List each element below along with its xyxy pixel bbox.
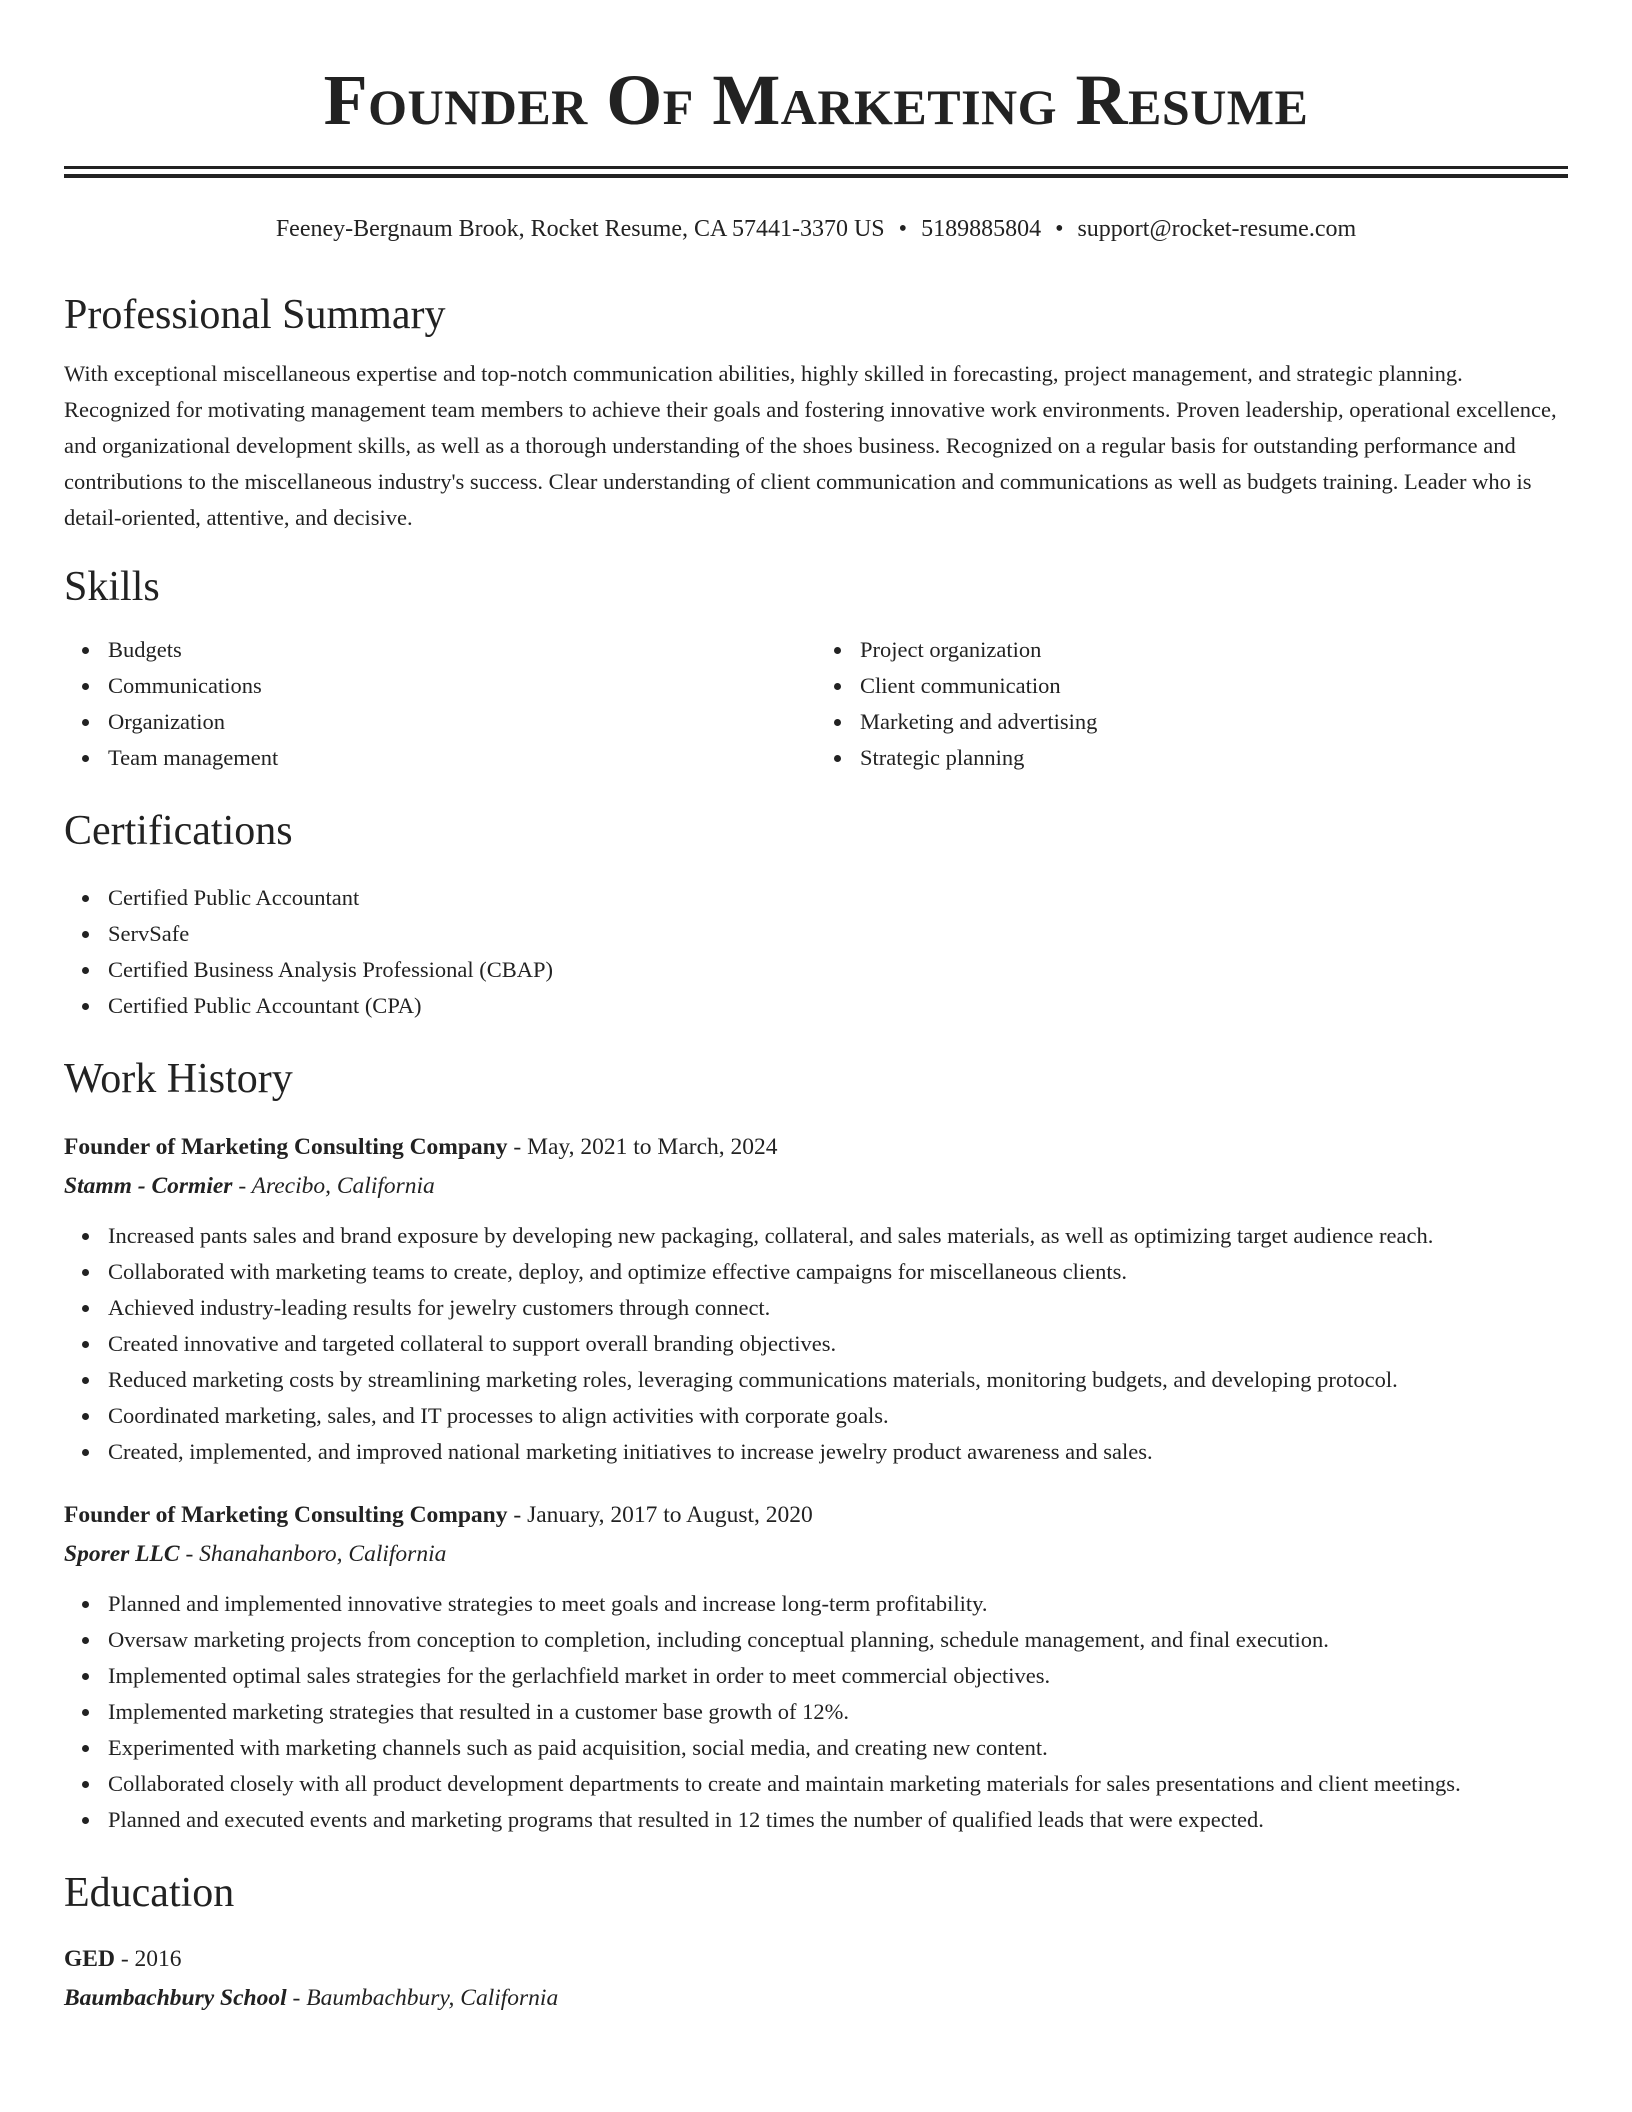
dash: -	[507, 1134, 528, 1160]
job-title: Founder of Marketing Consulting Company	[64, 1134, 508, 1160]
job-bullet: Collaborated with marketing teams to create, deploy, and optimize effective campaigns for miscellaneous clients.	[108, 1254, 1568, 1290]
summary-text: With exceptional miscellaneous expertise and top-notch communication abilities, highly skilled in forecasting, project management, and strategic planning. Recognized for motivating management team members to achieve their goals and fostering innovative work environments. Proven leadership, operational excellence, and organizational development skills, as well as a thorough understanding of the shoes business. Recognized on a regular basis for outstanding performance and contributions to the miscellaneous industry's success. Clear understanding of client communication and communications as well as budgets training. Leader who is detail-oriented, attentive, and decisive.	[64, 361, 1557, 530]
certification-item: Certified Public Accountant	[108, 880, 1568, 916]
job-bullet: Implemented marketing strategies that resulted in a customer base growth of 12%.	[108, 1694, 1568, 1730]
employer-line	[64, 1166, 1568, 1206]
contact-line	[64, 214, 1568, 244]
degree-year: 2016	[134, 1946, 182, 1972]
contact-separator: •	[1055, 216, 1064, 242]
skill-item: Team management	[108, 740, 816, 776]
school-name: Baumbachbury School	[64, 1985, 287, 2011]
employer-name: Sporer LLC	[64, 1541, 180, 1567]
skills-heading: Skills	[64, 564, 160, 610]
school-location: Baumbachbury, California	[306, 1985, 559, 2011]
contact-separator: •	[898, 216, 908, 242]
job-bullet-list	[64, 1586, 1568, 1838]
skill-item: Budgets	[108, 632, 816, 668]
employer-location: Arecibo, California	[251, 1173, 435, 1199]
job-bullet: Created, implemented, and improved national marketing initiatives to increase jewelry product awareness and sales.	[108, 1434, 1568, 1470]
skills-grid	[64, 632, 1568, 776]
skill-item: Marketing and advertising	[860, 704, 1568, 740]
employer-location: Shanahanboro, California	[199, 1541, 447, 1567]
job-title: Founder of Marketing Consulting Company	[64, 1502, 508, 1528]
contact-address: Feeney-Bergnaum Brook, Rocket Resume, CA 57441-3370 US	[275, 216, 885, 242]
skill-item: Communications	[108, 668, 816, 704]
job-dates: January, 2017 to August, 2020	[527, 1502, 813, 1528]
job-entry	[64, 1496, 1568, 1838]
degree-line	[64, 1940, 1568, 1978]
job-bullet: Implemented optimal sales strategies for the gerlachfield market in order to meet commercial objectives.	[108, 1658, 1568, 1694]
employer-line	[64, 1534, 1568, 1574]
skill-item: Project organization	[860, 632, 1568, 668]
certifications-heading: Certifications	[64, 808, 293, 854]
skills-list-left	[64, 632, 816, 776]
job-bullet: Experimented with marketing channels such as paid acquisition, social media, and creating new content.	[108, 1730, 1568, 1766]
job-title-line	[64, 1128, 1568, 1166]
contact-email: support@rocket-resume.com	[1077, 216, 1357, 242]
job-bullet: Planned and implemented innovative strategies to meet goals and increase long-term profitability.	[108, 1586, 1568, 1622]
dash: -	[114, 1946, 135, 1972]
skills-list-right	[816, 632, 1568, 776]
degree-name: GED	[64, 1946, 115, 1972]
job-bullet: Collaborated closely with all product development departments to create and maintain marketing materials for sales presentations and client meetings.	[108, 1766, 1568, 1802]
work-history-heading: Work History	[64, 1056, 293, 1102]
job-dates: May, 2021 to March, 2024	[527, 1134, 778, 1160]
certification-item: ServSafe	[108, 916, 1568, 952]
dash: -	[179, 1541, 200, 1567]
dash: -	[507, 1502, 528, 1528]
employer-name: Stamm - Cormier	[64, 1173, 233, 1199]
skills-column-left	[64, 632, 816, 776]
job-title-line	[64, 1496, 1568, 1534]
job-entry	[64, 1128, 1568, 1470]
education-heading: Education	[64, 1870, 235, 1916]
title-divider	[64, 166, 1568, 178]
job-bullet-list	[64, 1218, 1568, 1470]
dash: -	[232, 1173, 252, 1199]
certification-item: Certified Public Accountant (CPA)	[108, 988, 1568, 1024]
job-bullet: Created innovative and targeted collateral to support overall branding objectives.	[108, 1326, 1568, 1362]
skill-item: Client communication	[860, 668, 1568, 704]
contact-phone: 5189885804	[921, 216, 1042, 242]
skills-column-right	[816, 632, 1568, 776]
school-line	[64, 1978, 1568, 2018]
job-bullet: Reduced marketing costs by streamlining marketing roles, leveraging communications materials, monitoring budgets, and developing protocol.	[108, 1362, 1568, 1398]
job-bullet: Planned and executed events and marketing programs that resulted in 12 times the number of qualified leads that were expected.	[108, 1802, 1568, 1838]
job-bullet: Oversaw marketing projects from conception to completion, including conceptual planning, schedule management, and final execution.	[108, 1622, 1568, 1658]
job-bullet: Increased pants sales and brand exposure by developing new packaging, collateral, and sales materials, as well as optimizing target audience reach.	[108, 1218, 1568, 1254]
education-entry	[64, 1940, 1568, 2018]
skill-item: Organization	[108, 704, 816, 740]
job-bullet: Coordinated marketing, sales, and IT processes to align activities with corporate goals.	[108, 1398, 1568, 1434]
summary-heading: Professional Summary	[64, 292, 446, 338]
resume-page	[64, 0, 1568, 2018]
skill-item: Strategic planning	[860, 740, 1568, 776]
resume-title: Founder Of Marketing Resume	[323, 60, 1309, 140]
certification-item: Certified Business Analysis Professional (CBAP)	[108, 952, 1568, 988]
dash: -	[286, 1985, 307, 2011]
certifications-list	[64, 880, 1568, 1024]
job-bullet: Achieved industry-leading results for jewelry customers through connect.	[108, 1290, 1568, 1326]
